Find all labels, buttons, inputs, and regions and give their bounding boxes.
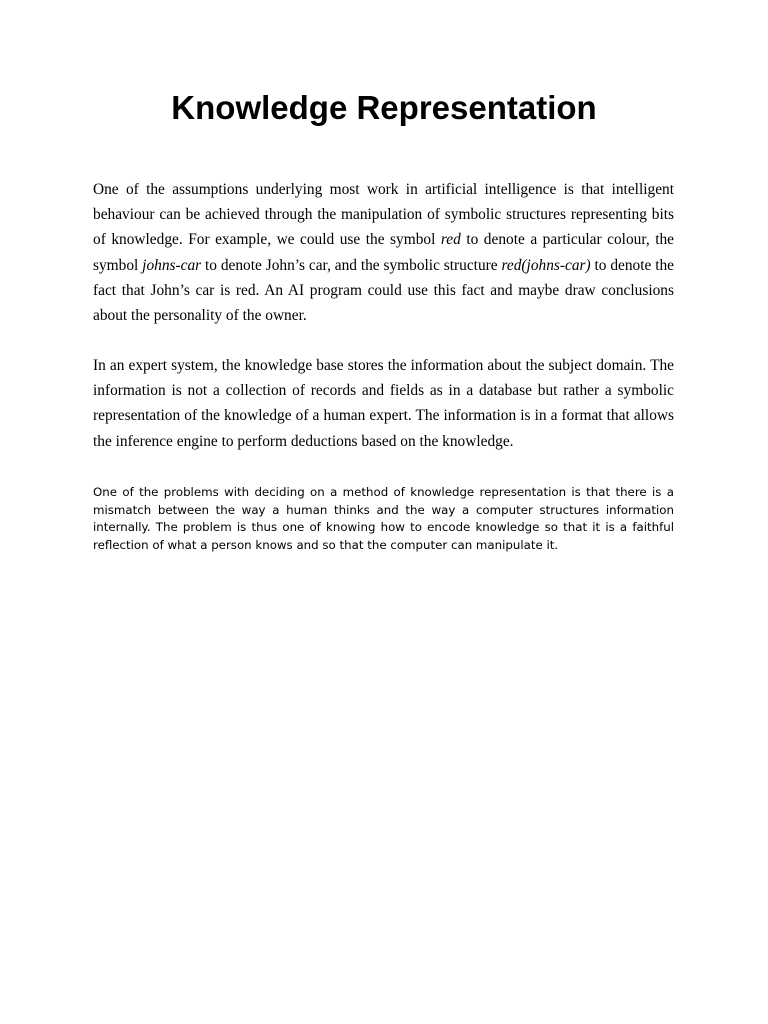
italic-term-red: red <box>440 231 461 249</box>
paragraph-expert-system: In an expert system, the knowledge base stores the information about the subject domain. The information is not a collection of records and fields as in a database but rather a symbolic representation of the knowledge of a human expert. The information is in a format that allows the inference engine to perform deductions based on the knowledge. <box>93 357 674 450</box>
paragraph-problems: One of the problems with deciding on a method of knowledge representation is that there is a mismatch between the way a human thinks and the way a computer structures information internally. The problem is thus one of knowing how to encode knowledge so that it is a faithful reflection of what a person knows and so that the computer can manipulate it. <box>93 485 674 552</box>
paragraph-text: to denote a particular colour, the symbol <box>93 231 674 274</box>
page-title: Knowledge Representation <box>171 89 597 126</box>
italic-term-red-johns-car: red(johns-car) <box>501 256 591 274</box>
paragraph-text: to denote the fact that John’s car is red. An AI program could use this fact and maybe draw conclusions about the personality of the owner. <box>93 256 674 325</box>
paragraph-text: to denote John’s car, and the symbolic structure <box>201 256 502 274</box>
italic-term-johns-car: johns-car <box>142 256 202 274</box>
paragraph-assumptions <box>93 177 674 328</box>
paragraph-text: One of the assumptions underlying most work in artificial intelligence is that intelligent behaviour can be achieved through the manipulation of symbolic structures representing bits of knowledge. For example, we could use the symbol <box>93 181 674 249</box>
